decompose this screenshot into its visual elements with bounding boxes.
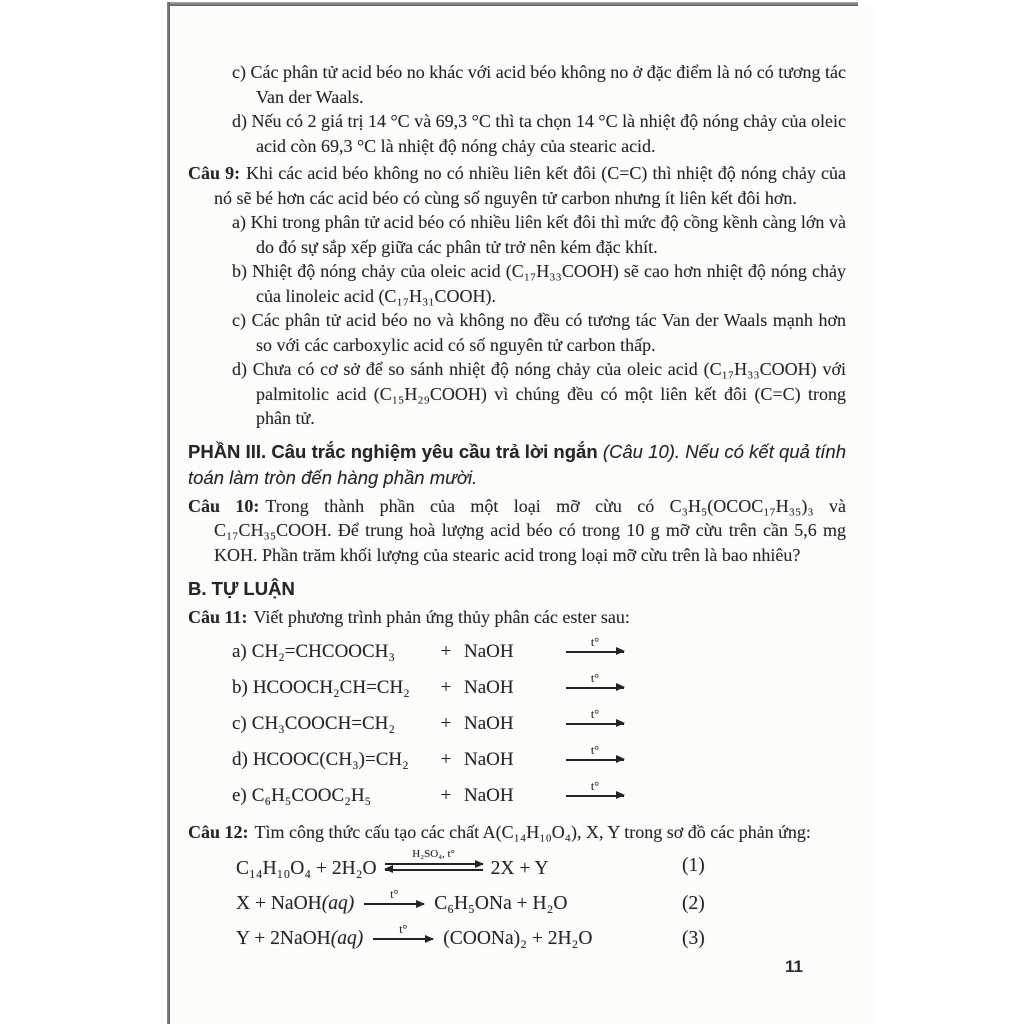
section-heading-b-tu-luan: B. TỰ LUẬN [188, 578, 295, 599]
arrow-shaft [566, 651, 624, 653]
equation-right-side: 2X + Y [490, 858, 549, 879]
arrow-shaft-reverse [385, 869, 483, 871]
question-9-option-b [232, 259, 846, 308]
equation-left-side [236, 892, 354, 916]
equation-2 [236, 887, 776, 916]
equilibrium-arrow [385, 848, 483, 874]
arrow-shaft [566, 795, 624, 797]
ester-formula [232, 676, 428, 700]
question-12 [188, 820, 846, 845]
reaction-label: b) [232, 676, 248, 698]
arrow-shaft [566, 687, 624, 689]
reaction-row-d [232, 742, 846, 772]
question-9-option-a [232, 210, 846, 259]
formula-text: C₁₄H₁₀O₄ + 2H₂O [236, 858, 377, 879]
equation-number: (2) [682, 893, 705, 914]
formula-text: HCOOC(CH₃)=CH₂ [252, 748, 409, 770]
question-text: Tìm công thức cấu tạo các chất A(C₁₄H₁₀O₄), X, Y trong sơ đồ các phản ứng: [254, 821, 811, 842]
page-number: 11 [785, 957, 803, 976]
heading-bold-part: PHẦN III. Câu trắc nghiệm yêu cầu trả lời ngắn [188, 440, 603, 462]
plus-sign: + [440, 640, 452, 662]
formula-text: Y + 2NaOH [236, 928, 331, 949]
reagent: NaOH [464, 676, 514, 698]
option-text: Chưa có cơ sở để so sánh nhiệt độ nóng chảy của oleic acid (C₁₇H₃₃COOH) với palmitolic acid (C₁₅H₂₉COOH) vì chúng đều có một liên kết đôi (C=C) trong phân tử. [252, 359, 846, 428]
reaction-arrow [373, 922, 433, 944]
equation-right-side: (COONa)₂ + 2H₂O [443, 928, 593, 949]
arrow-condition: t° [590, 742, 600, 757]
equation-left-side [236, 857, 377, 881]
arrow-shaft [566, 759, 624, 761]
arrow-condition: t° [590, 670, 600, 685]
reaction-row-b [232, 670, 846, 700]
reaction-arrow [566, 778, 624, 801]
question-10 [188, 494, 846, 568]
ester-formula [232, 712, 428, 736]
ester-formula [232, 748, 428, 772]
option-text: Nhiệt độ nóng chảy của oleic acid (C₁₇H₃₃COOH) sẽ cao hơn nhiệt độ nóng chảy của linoleic acid (C₁₇H₃₁COOH). [252, 261, 847, 306]
plus-sign: + [440, 784, 452, 806]
question-label: Câu 10: [188, 495, 260, 516]
arrow-condition: t° [590, 634, 600, 649]
plus-sign: + [440, 676, 452, 698]
answer-option-d-top [232, 109, 846, 158]
reagent: NaOH [464, 640, 514, 662]
formula-text: X + NaOH [236, 893, 322, 914]
question-label: Câu 11: [188, 607, 248, 627]
formula-text: CH₂=CHCOOCH₃ [251, 640, 396, 662]
ester-formula [232, 640, 428, 664]
reaction-arrow [364, 887, 424, 909]
reaction-label: d) [232, 748, 248, 770]
ester-formula [232, 784, 428, 808]
reagent: NaOH [464, 748, 514, 770]
reaction-arrow [566, 742, 624, 765]
formula-text: CH₃COOCH=CH₂ [251, 712, 396, 734]
arrow-condition: t° [590, 778, 600, 793]
option-label: a) [232, 212, 246, 232]
reaction-arrow [566, 706, 624, 729]
heading-italic-part: (Câu 10). Nếu có kết quả tính toán làm tròn đến hàng phần mười. [188, 440, 846, 488]
option-label: d) [232, 359, 247, 379]
reagent: NaOH [464, 712, 514, 734]
equation-1 [236, 848, 776, 881]
question-text: Khi các acid béo không no có nhiều liên kết đôi (C=C) thì nhiệt độ nóng chảy của nó sẽ bé hơn các acid béo có cùng số nguyên tử carbon nhưng ít liên kết đôi hơn. [214, 163, 846, 208]
reaction-arrow [566, 670, 624, 693]
option-text: Nếu có 2 giá trị 14 °C và 69,3 °C thì ta chọn 14 °C là nhiệt độ nóng chảy của oleic acid còn 69,3 °C là nhiệt độ nóng chảy của stearic acid. [251, 111, 847, 156]
reaction-label: e) [232, 784, 247, 806]
option-label: c) [232, 62, 246, 82]
section-heading-phan-3 [188, 439, 846, 491]
answer-option-c-top [232, 60, 846, 109]
state-symbol: (aq) [321, 893, 355, 914]
question-label: Câu 12: [188, 821, 249, 842]
option-label: d) [232, 111, 247, 131]
arrow-condition: t° [390, 887, 399, 901]
arrow-condition: H₂SO₄, t° [412, 848, 455, 860]
arrow-condition: t° [590, 706, 600, 721]
equation-number: (1) [682, 855, 705, 876]
option-label: c) [232, 310, 246, 330]
formula-text: C₆H₅COOC₂H₅ [251, 784, 372, 806]
formula-text: HCOOCH₂CH=CH₂ [252, 676, 410, 698]
arrow-shaft [566, 723, 624, 725]
option-text: Khi trong phân tử acid béo có nhiều liên kết đôi thì mức độ cồng kềnh càng lớn và do đó sự sắp xếp giữa các phân tử trở nên kém đặc khít. [250, 212, 847, 257]
question-9 [188, 161, 846, 210]
equation-3 [236, 922, 776, 951]
equation-right-side: C₆H₅ONa + H₂O [434, 893, 568, 914]
reaction-row-c [232, 706, 846, 736]
arrow-shaft [364, 903, 424, 905]
reaction-row-a [232, 634, 846, 664]
question-9-option-c [232, 308, 846, 357]
question-11 [188, 605, 846, 630]
option-text: Các phân tử acid béo no và không no đều có tương tác Van der Waals mạnh hơn so với các carboxylic acid có số nguyên tử carbon thấp. [251, 310, 847, 355]
option-label: b) [232, 261, 247, 281]
question-text: Viết phương trình phản ứng thủy phân các ester sau: [253, 607, 630, 627]
page-content [170, 6, 876, 1024]
equation-number: (3) [682, 928, 705, 949]
question-label: Câu 9: [188, 163, 241, 183]
equation-left-side [236, 927, 363, 951]
arrow-shaft [373, 938, 433, 940]
arrow-shaft-forward [385, 863, 483, 865]
reaction-label: c) [232, 712, 247, 734]
reaction-label: a) [232, 640, 247, 662]
reaction-arrow [566, 634, 624, 657]
question-9-option-d [232, 357, 846, 431]
reaction-row-e [232, 778, 846, 808]
state-symbol: (aq) [330, 928, 364, 949]
option-text: Các phân tử acid béo no khác với acid béo không no ở đặc điểm là nó có tương tác Van der Waals. [250, 62, 847, 107]
plus-sign: + [440, 712, 452, 734]
plus-sign: + [440, 748, 452, 770]
arrow-condition: t° [399, 922, 408, 936]
reagent: NaOH [464, 784, 514, 806]
question-text: Trong thành phần của một loại mỡ cừu có C₃H₅(OCOC₁₇H₃₅)₃ và C₁₇CH₃₅COOH. Để trung hoà lượng acid béo có trong 10 g mỡ cừu trên cần 5,6 mg KOH. Phần trăm khối lượng của stearic acid trong loại mỡ cừu trên là bao nhiêu? [214, 495, 846, 565]
